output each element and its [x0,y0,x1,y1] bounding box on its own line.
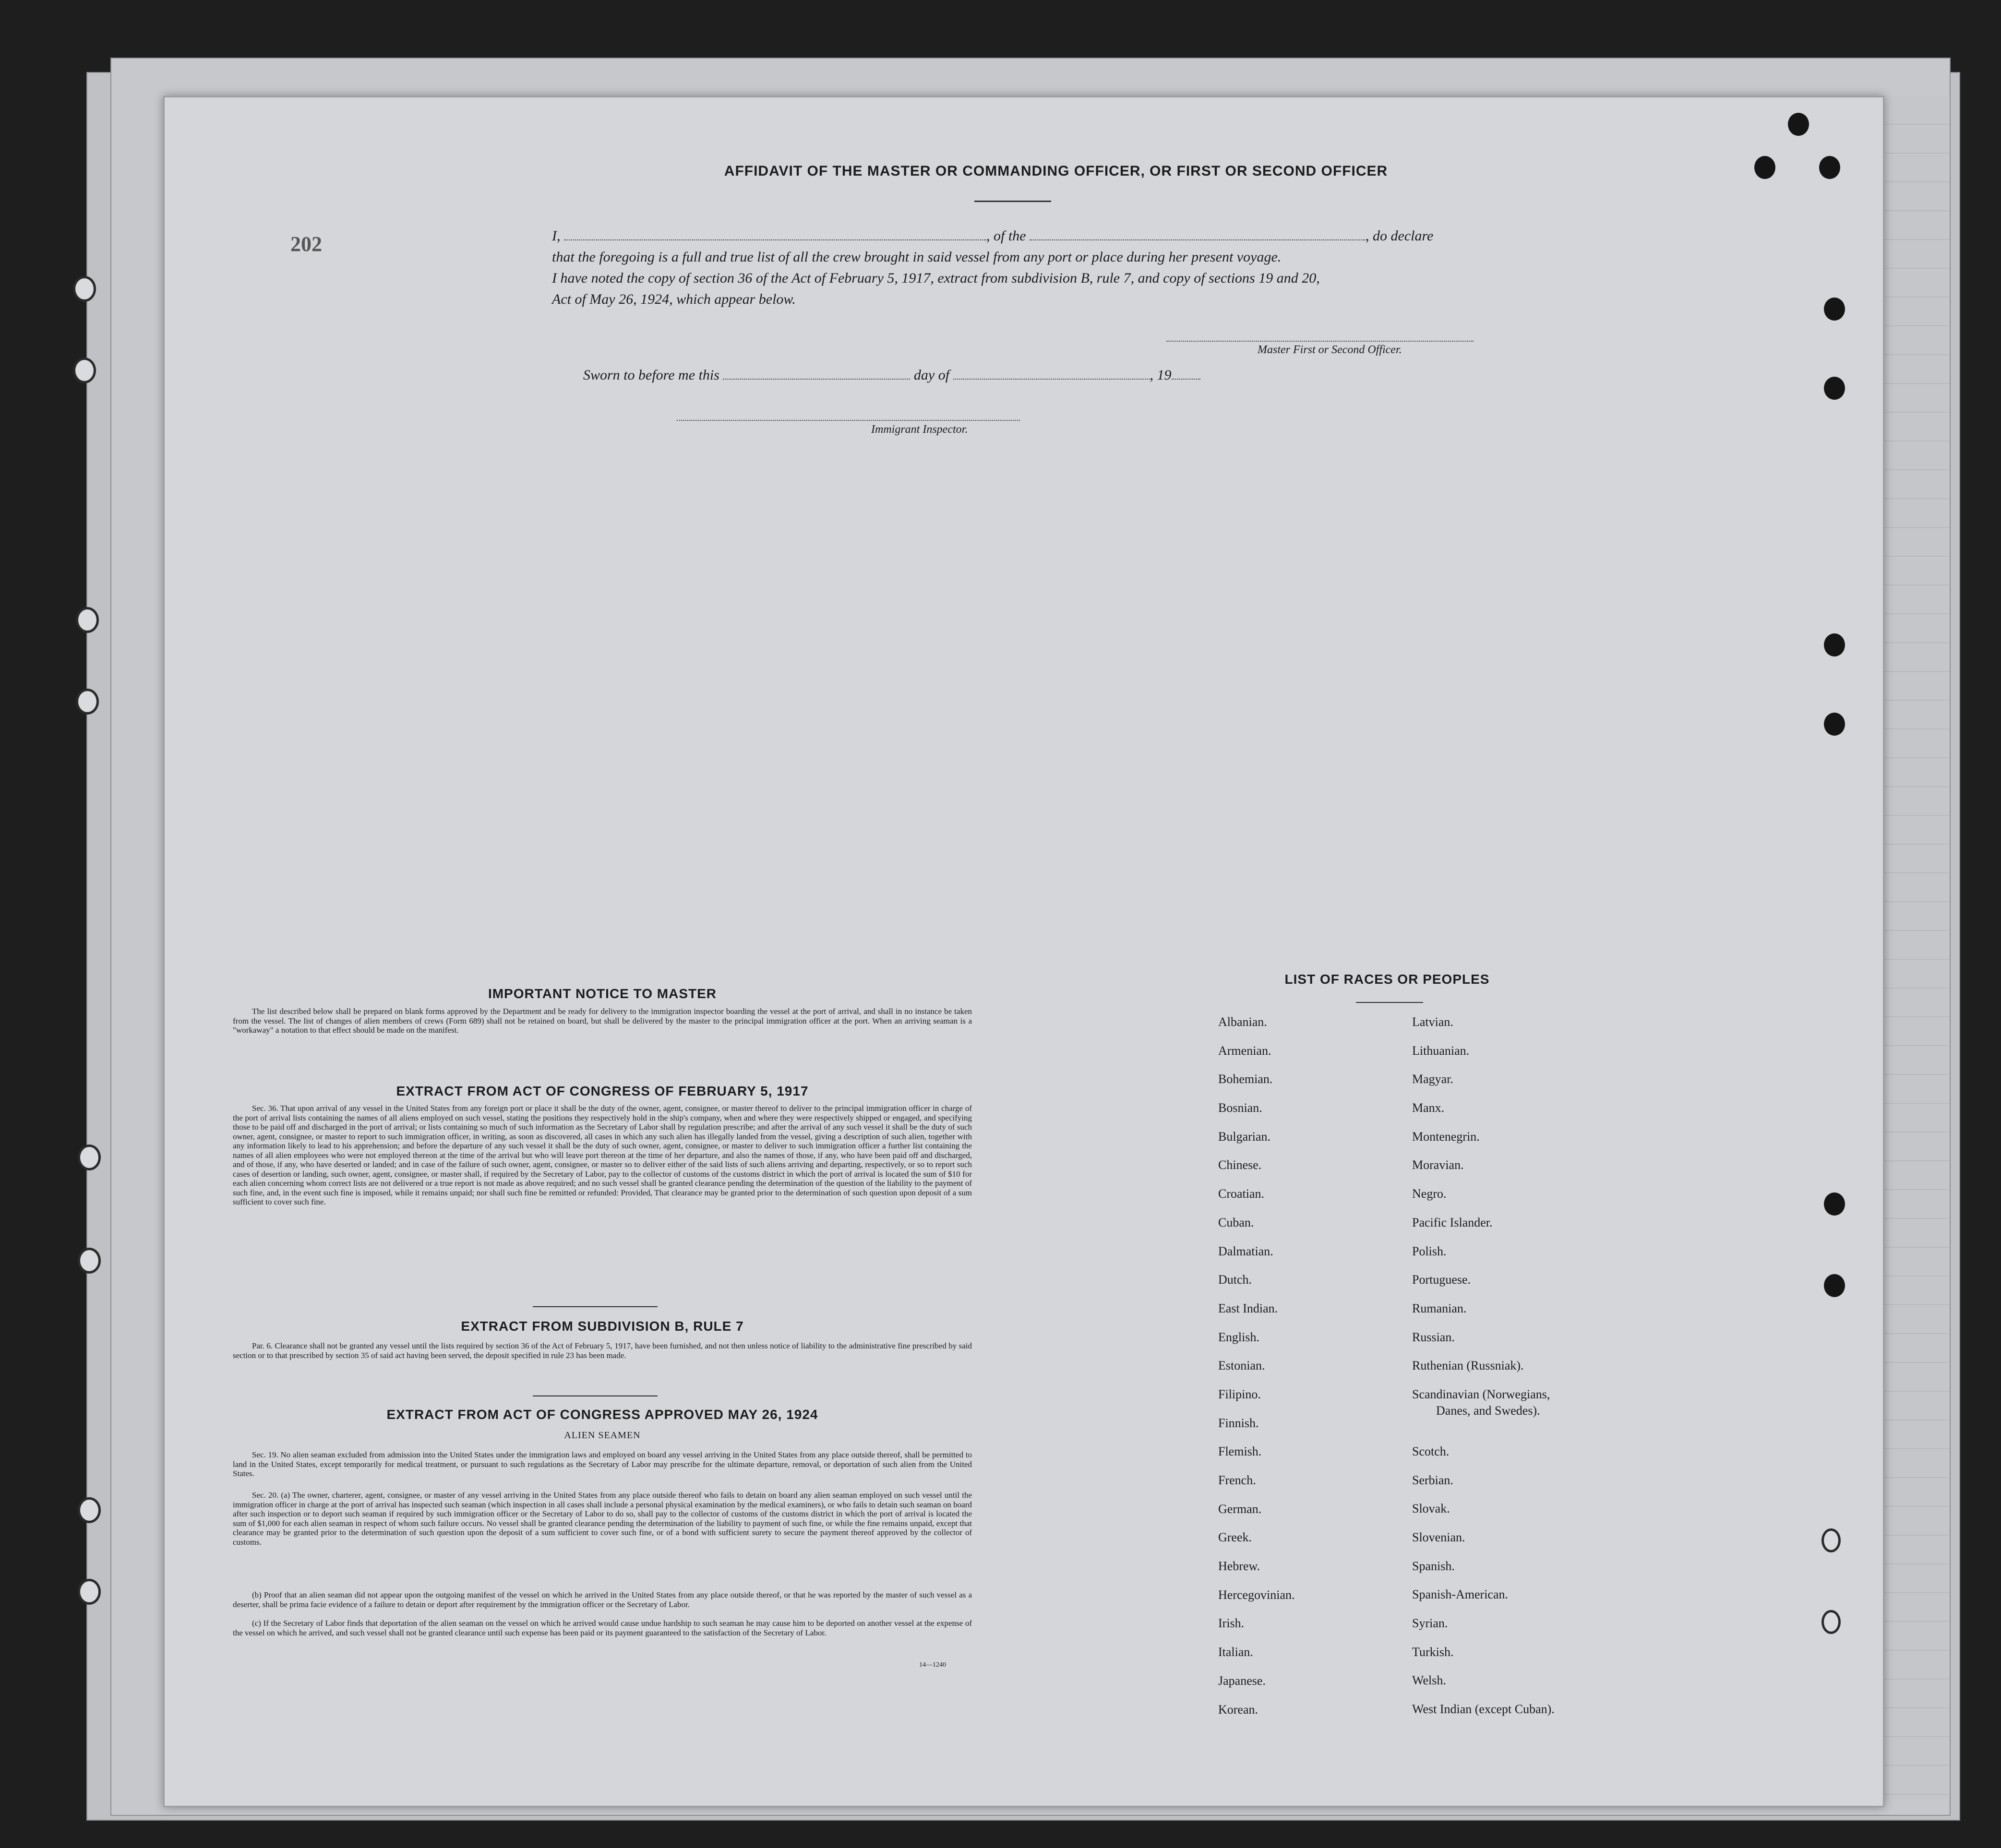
affidavit-line-2: that the foregoing is a full and true list of all the crew brought in said vessel from any port or place during her present voyage. [552,249,1282,265]
punch-hole [1824,298,1845,321]
punch-hole-outline [1821,1610,1841,1634]
affidavit-body [552,226,1522,310]
binder-hole [78,1248,101,1274]
race-item: Latvian. [1412,1015,1453,1029]
punch-hole [1788,113,1809,136]
race-item: Rumanian. [1412,1301,1467,1315]
manifest-page [163,96,1884,1807]
section-19: Sec. 19. No alien seaman excluded from admission into the United States under the immigration laws and employed on board any vessel arriving in the United States from any place outside thereof, shall be permitted to land in the United States, except temporarily for medical treatment, or pursuant to such regulations as the Secretary of Labor may prescribe for the ultimate departure, removal, or deportation of such alien from the United States. [233,1450,972,1478]
inspector-line [677,420,1020,421]
sworn-text: Sworn to before me this [583,367,719,383]
race-item: Croatian. [1218,1187,1265,1201]
binder-hole [78,1145,101,1170]
form-number: 14—1240 [919,1661,946,1669]
section-rule-2 [533,1395,658,1396]
race-item: Finnish. [1218,1416,1259,1430]
race-item: Portuguese. [1412,1273,1471,1287]
signature-label: Master First or Second Officer. [1258,344,1402,356]
race-item: Serbian. [1412,1473,1453,1487]
race-item: Albanian. [1218,1015,1267,1029]
race-item: Welsh. [1412,1673,1446,1688]
extract-1924-title: EXTRACT FROM ACT OF CONGRESS APPROVED MAY 26, 1924 [386,1407,818,1422]
binder-hole [76,689,99,715]
signature-line [1166,341,1474,342]
race-item: Russian. [1412,1330,1455,1344]
race-item: Dalmatian. [1218,1244,1273,1258]
race-item: Flemish. [1218,1444,1262,1459]
race-item: Scandinavian (Norwegians, [1412,1387,1550,1401]
binder-hole [78,1579,101,1605]
race-item: English. [1218,1330,1259,1344]
race-item: Magyar. [1412,1072,1453,1086]
affidavit-line-3: I have noted the copy of section 36 of the Act of February 5, 1917, extract from subdivision B, rule 7, and copy of sections 19 and 20, [552,270,1320,286]
race-item: Korean. [1218,1702,1258,1717]
month-blank [953,379,1150,380]
race-item: Hebrew. [1218,1559,1260,1574]
notice-title: IMPORTANT NOTICE TO MASTER [488,986,717,1001]
races-title: LIST OF RACES OR PEOPLES [1284,972,1490,987]
binder-hole [73,358,96,383]
extract-1917-title: EXTRACT FROM ACT OF CONGRESS OF FEBRUARY 5, 1917 [396,1084,809,1098]
race-item-continued: Danes, and Swedes). [1436,1403,1540,1418]
race-item: Chinese. [1218,1158,1262,1172]
race-item: East Indian. [1218,1301,1278,1315]
race-item: Irish. [1218,1616,1245,1631]
day-blank [723,379,910,380]
race-item: Bosnian. [1218,1101,1262,1115]
year-blank [1172,379,1200,380]
section-20a: Sec. 20. (a) The owner, charterer, agent, consignee, or master of any vessel arriving in the United States from any place outside thereof who fails to detain on board any alien seaman employed on such vessel until the immigration officer in charge at the port of arrival has inspected such seaman (which inspection in all cases shall include a personal physical examination by the medical examiners), or who fails to detain such seaman on board after such inspection or to deport such seaman if required by such immigration officer or the Secretary of Labor to do so, shall pay to the collector of customs of the customs district in which the port of arrival is located the sum of $1,000 for each alien seaman in respect of whom such failure occurs. No vessel shall be granted clearance pending the determination of the liability to payment of such fine, or while the fine remains unpaid, except that clearance may be granted prior to the determination of such question upon the deposit of a sum sufficient to cover such fine, or of a bond with sufficient surety to secure the payment thereof approved by the collector of customs. [233,1490,972,1547]
punch-hole [1824,1274,1845,1297]
punch-hole-outline [1821,1528,1841,1552]
subdivision-b-title: EXTRACT FROM SUBDIVISION B, RULE 7 [461,1319,744,1334]
race-item: Manx. [1412,1101,1445,1115]
race-item: Italian. [1218,1645,1253,1659]
name-blank [564,239,986,240]
race-item: Greek. [1218,1530,1252,1545]
affidavit-i: I, [552,228,561,244]
section-20c: (c) If the Secretary of Labor finds that deportation of the alien seaman on the vessel on which he arrived would cause undue hardship to such seaman he may cause him to be deported on another vessel at the expense of the vessel on which he arrived, and such vessel shall not be granted clearance until such expense has been paid or its payment guaranteed to the satisfaction of the Secretary of Labor. [233,1619,972,1637]
punch-hole [1754,156,1775,179]
binder-hole [78,1497,101,1523]
binder-hole [73,276,96,302]
race-item: Pacific Islander. [1412,1215,1493,1229]
punch-hole [1824,713,1845,736]
punch-hole [1824,377,1845,400]
binder-hole [76,607,99,633]
race-item: Filipino. [1218,1387,1261,1401]
race-item: Spanish. [1412,1559,1455,1573]
race-item: Bulgarian. [1218,1129,1271,1144]
race-item: Scotch. [1412,1444,1450,1458]
notice-body: The list described below shall be prepared on blank forms approved by the Department and be ready for delivery to the immigration inspector boarding the vessel at the port of arrival, and shall in no instance be taken from the vessel. The list of changes of alien members of crews (Form 689) shall not be retained on board, but shall be delivered by the master to the principal immigration officer at the port. When an arriving seaman is a "workaway" a notation to that effect should be made on the manifest. [233,1007,972,1035]
alien-seamen-subtitle: ALIEN SEAMEN [564,1430,641,1441]
race-item: French. [1218,1473,1256,1487]
race-item: Hercegovinian. [1218,1587,1295,1602]
sworn-line [583,367,1200,383]
section-20b: (b) Proof that an alien seaman did not appear upon the outgoing manifest of the vessel on which he arrived in the United States from any place outside thereof, or that he was reported by the master of such vessel as a deserter, shall be prima facie evidence of a failure to detain or deport after requirement by the immigration officer or the Secretary of Labor. [233,1590,972,1609]
vessel-blank [1030,239,1366,240]
affidavit-of-the: , of the [986,228,1026,244]
race-item: Lithuanian. [1412,1043,1470,1058]
underlying-page-edge [1881,96,1949,1800]
punch-hole [1819,156,1840,179]
race-item: Slovenian. [1412,1530,1465,1544]
affidavit-line-4: Act of May 26, 1924, which appear below. [552,291,796,307]
race-item: Moravian. [1412,1158,1464,1172]
subdivision-b-body: Par. 6. Clearance shall not be granted any vessel until the lists required by section 36 of the Act of February 5, 1917, have been furnished, and not then unless notice of liability to the administrative fine prescribed by said section or to that prescribed by section 35 of said act having been served, the deposit specified in rule 23 has been made. [233,1341,972,1360]
year-prefix: , 19 [1150,367,1172,383]
section-rule [533,1306,658,1307]
race-item: Armenian. [1218,1043,1271,1058]
punch-hole [1824,633,1845,656]
affidavit-do-declare: , do declare [1366,228,1434,244]
race-item: Polish. [1412,1244,1447,1258]
day-of-text: day of [913,367,950,383]
race-item: Turkish. [1412,1645,1454,1659]
race-item: Japanese. [1218,1673,1266,1688]
race-item: Negro. [1412,1187,1447,1201]
race-item: Estonian. [1218,1359,1265,1373]
race-item: Syrian. [1412,1616,1448,1631]
race-item: West Indian (except Cuban). [1412,1702,1555,1717]
title-rule [974,201,1051,202]
punch-hole [1824,1192,1845,1216]
race-item: German. [1218,1502,1262,1516]
race-item: Montenegrin. [1412,1129,1480,1144]
affidavit-title: AFFIDAVIT OF THE MASTER OR COMMANDING OFFICER, OR FIRST OR SECOND OFFICER [724,163,1388,179]
affidavit-line-1 [552,226,1522,247]
races-right-column [1412,1015,1555,1731]
races-title-rule [1356,1002,1423,1003]
inspector-label: Immigrant Inspector. [871,423,968,436]
race-item: Cuban. [1218,1215,1254,1229]
race-item: Dutch. [1218,1273,1252,1287]
extract-1917-body: Sec. 36. That upon arrival of any vessel in the United States from any foreign port or place it shall be the duty of the owner, agent, consignee, or master thereof to deliver to the principal immigration officer in charge of the port of arrival lists containing the names of all aliens employed on such vessel, stating the positions they respectively hold in the ship's company, when and where they were respectively shipped or engaged, and specifying those to be paid off and discharged in the port of arrival; or lists containing so much of such information as the Secretary of Labor shall by regulation prescribe; and after the arrival of any such vessel it shall be the duty of such owner, agent, consignee, or master to report to such immigration officer, in writing, as soon as discovered, all cases in which any such alien has illegally landed from the vessel, giving a description of such alien, together with any information likely to lead to his apprehension; and before the departure of any such vessel it shall be the duty of such owner, agent, consignee, or master to deliver to such immigration officer a further list containing the names of all alien employees who were not employed thereon at the time of the arrival but who will leave port thereon at the time of her departure, and also the names of those, if any, who have been paid off and discharged, and of those, if any, who have deserted or landed; and in case of the failure of such owner, agent, consignee, or master so to deliver either of the said lists of such aliens arriving and departing, respectively, or so to report such cases of desertion or landing, such owner, agent, consignee, or master shall, if required by the Secretary of Labor, pay to the collector of customs of the customs district in which the port of arrival is located the sum of $10 for each alien concerning whom correct lists are not delivered or a true report is not made as above required; and no such vessel shall be granted clearance pending the determination of the question of the liability to the payment of such fine, and, in the event such fine is imposed, while it remains unpaid; nor shall such fine be remitted or refunded: Provided, That clearance may be granted prior to the determination of such question upon deposit of a sum sufficient to cover such fine. [233,1104,972,1206]
races-left-column [1218,1015,1295,1731]
race-item: Ruthenian (Russniak). [1412,1359,1524,1373]
race-item: Spanish-American. [1412,1587,1509,1602]
handwritten-number: 202 [290,232,322,256]
race-item: Slovak. [1412,1502,1450,1516]
race-item: Bohemian. [1218,1072,1273,1086]
